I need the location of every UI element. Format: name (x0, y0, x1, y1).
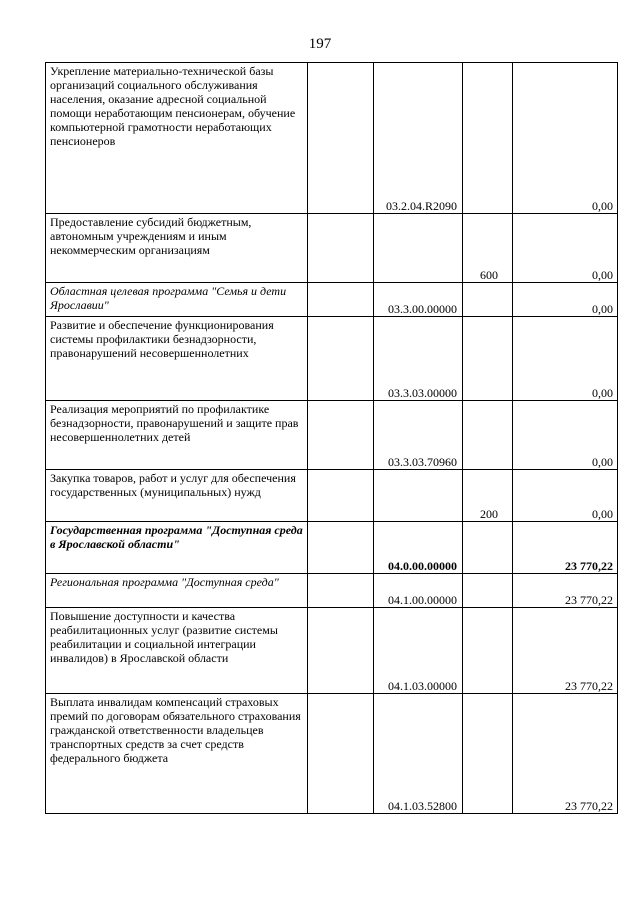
row-code: 03.3.03.70960 (374, 401, 463, 470)
row-name: Предоставление субсидий бюджетным, автономным учреждениям и иным некоммерческим организациям (46, 214, 308, 283)
row-expense-type (463, 694, 513, 814)
row-empty-cell (308, 283, 374, 317)
row-code: 03.2.04.R2090 (374, 63, 463, 214)
row-amount: 0,00 (513, 283, 618, 317)
row-code: 04.1.03.52800 (374, 694, 463, 814)
row-expense-type (463, 401, 513, 470)
row-amount: 23 770,22 (513, 608, 618, 694)
row-empty-cell (308, 214, 374, 283)
row-name: Укрепление материально-технической базы организаций социального обслуживания населения, оказание адресной социальной помощи неработающим пенсионерам, обучение компьютерной грамотности неработающих пенсионеров (46, 63, 308, 214)
row-code (374, 214, 463, 283)
row-empty-cell (308, 608, 374, 694)
row-amount: 23 770,22 (513, 522, 618, 574)
row-expense-type (463, 574, 513, 608)
table-row (46, 283, 618, 317)
row-code: 03.3.03.00000 (374, 317, 463, 401)
row-amount: 0,00 (513, 317, 618, 401)
table-row (46, 574, 618, 608)
row-expense-type: 200 (463, 470, 513, 522)
table-row (46, 214, 618, 283)
table-row (46, 317, 618, 401)
row-code: 04.0.00.00000 (374, 522, 463, 574)
row-code: 04.1.00.00000 (374, 574, 463, 608)
row-code: 04.1.03.00000 (374, 608, 463, 694)
row-amount: 23 770,22 (513, 694, 618, 814)
row-amount: 0,00 (513, 470, 618, 522)
row-name: Реализация мероприятий по профилактике безнадзорности, правонарушений и защите прав несовершеннолетних детей (46, 401, 308, 470)
table-row (46, 470, 618, 522)
row-name: Выплата инвалидам компенсаций страховых премий по договорам обязательного страхования гражданской ответственности владельцев транспортных средств за счет средств федерального бюджета (46, 694, 308, 814)
page-number: 197 (308, 36, 332, 52)
row-expense-type: 600 (463, 214, 513, 283)
table-row (46, 608, 618, 694)
row-amount: 0,00 (513, 63, 618, 214)
row-name: Региональная программа "Доступная среда" (46, 574, 308, 608)
row-name: Повышение доступности и качества реабилитационных услуг (развитие системы реабилитации и социальной интеграции инвалидов) в Ярославской области (46, 608, 308, 694)
row-empty-cell (308, 317, 374, 401)
table-row (46, 401, 618, 470)
row-expense-type (463, 608, 513, 694)
row-empty-cell (308, 401, 374, 470)
row-expense-type (463, 522, 513, 574)
row-expense-type (463, 283, 513, 317)
table-row (46, 63, 618, 214)
table-row (46, 522, 618, 574)
row-expense-type (463, 317, 513, 401)
row-empty-cell (308, 694, 374, 814)
budget-table-body (46, 63, 618, 814)
row-name: Закупка товаров, работ и услуг для обеспечения государственных (муниципальных) нужд (46, 470, 308, 522)
row-expense-type (463, 63, 513, 214)
row-amount: 23 770,22 (513, 574, 618, 608)
row-name: Областная целевая программа "Семья и дети Ярославии" (46, 283, 308, 317)
row-empty-cell (308, 63, 374, 214)
row-name: Развитие и обеспечение функционирования системы профилактики безнадзорности, правонарушений несовершеннолетних (46, 317, 308, 401)
row-name: Государственная программа "Доступная среда в Ярославской области" (46, 522, 308, 574)
budget-table (45, 62, 618, 814)
row-empty-cell (308, 522, 374, 574)
row-empty-cell (308, 470, 374, 522)
row-code (374, 470, 463, 522)
row-amount: 0,00 (513, 214, 618, 283)
row-empty-cell (308, 574, 374, 608)
table-row (46, 694, 618, 814)
row-amount: 0,00 (513, 401, 618, 470)
row-code: 03.3.00.00000 (374, 283, 463, 317)
